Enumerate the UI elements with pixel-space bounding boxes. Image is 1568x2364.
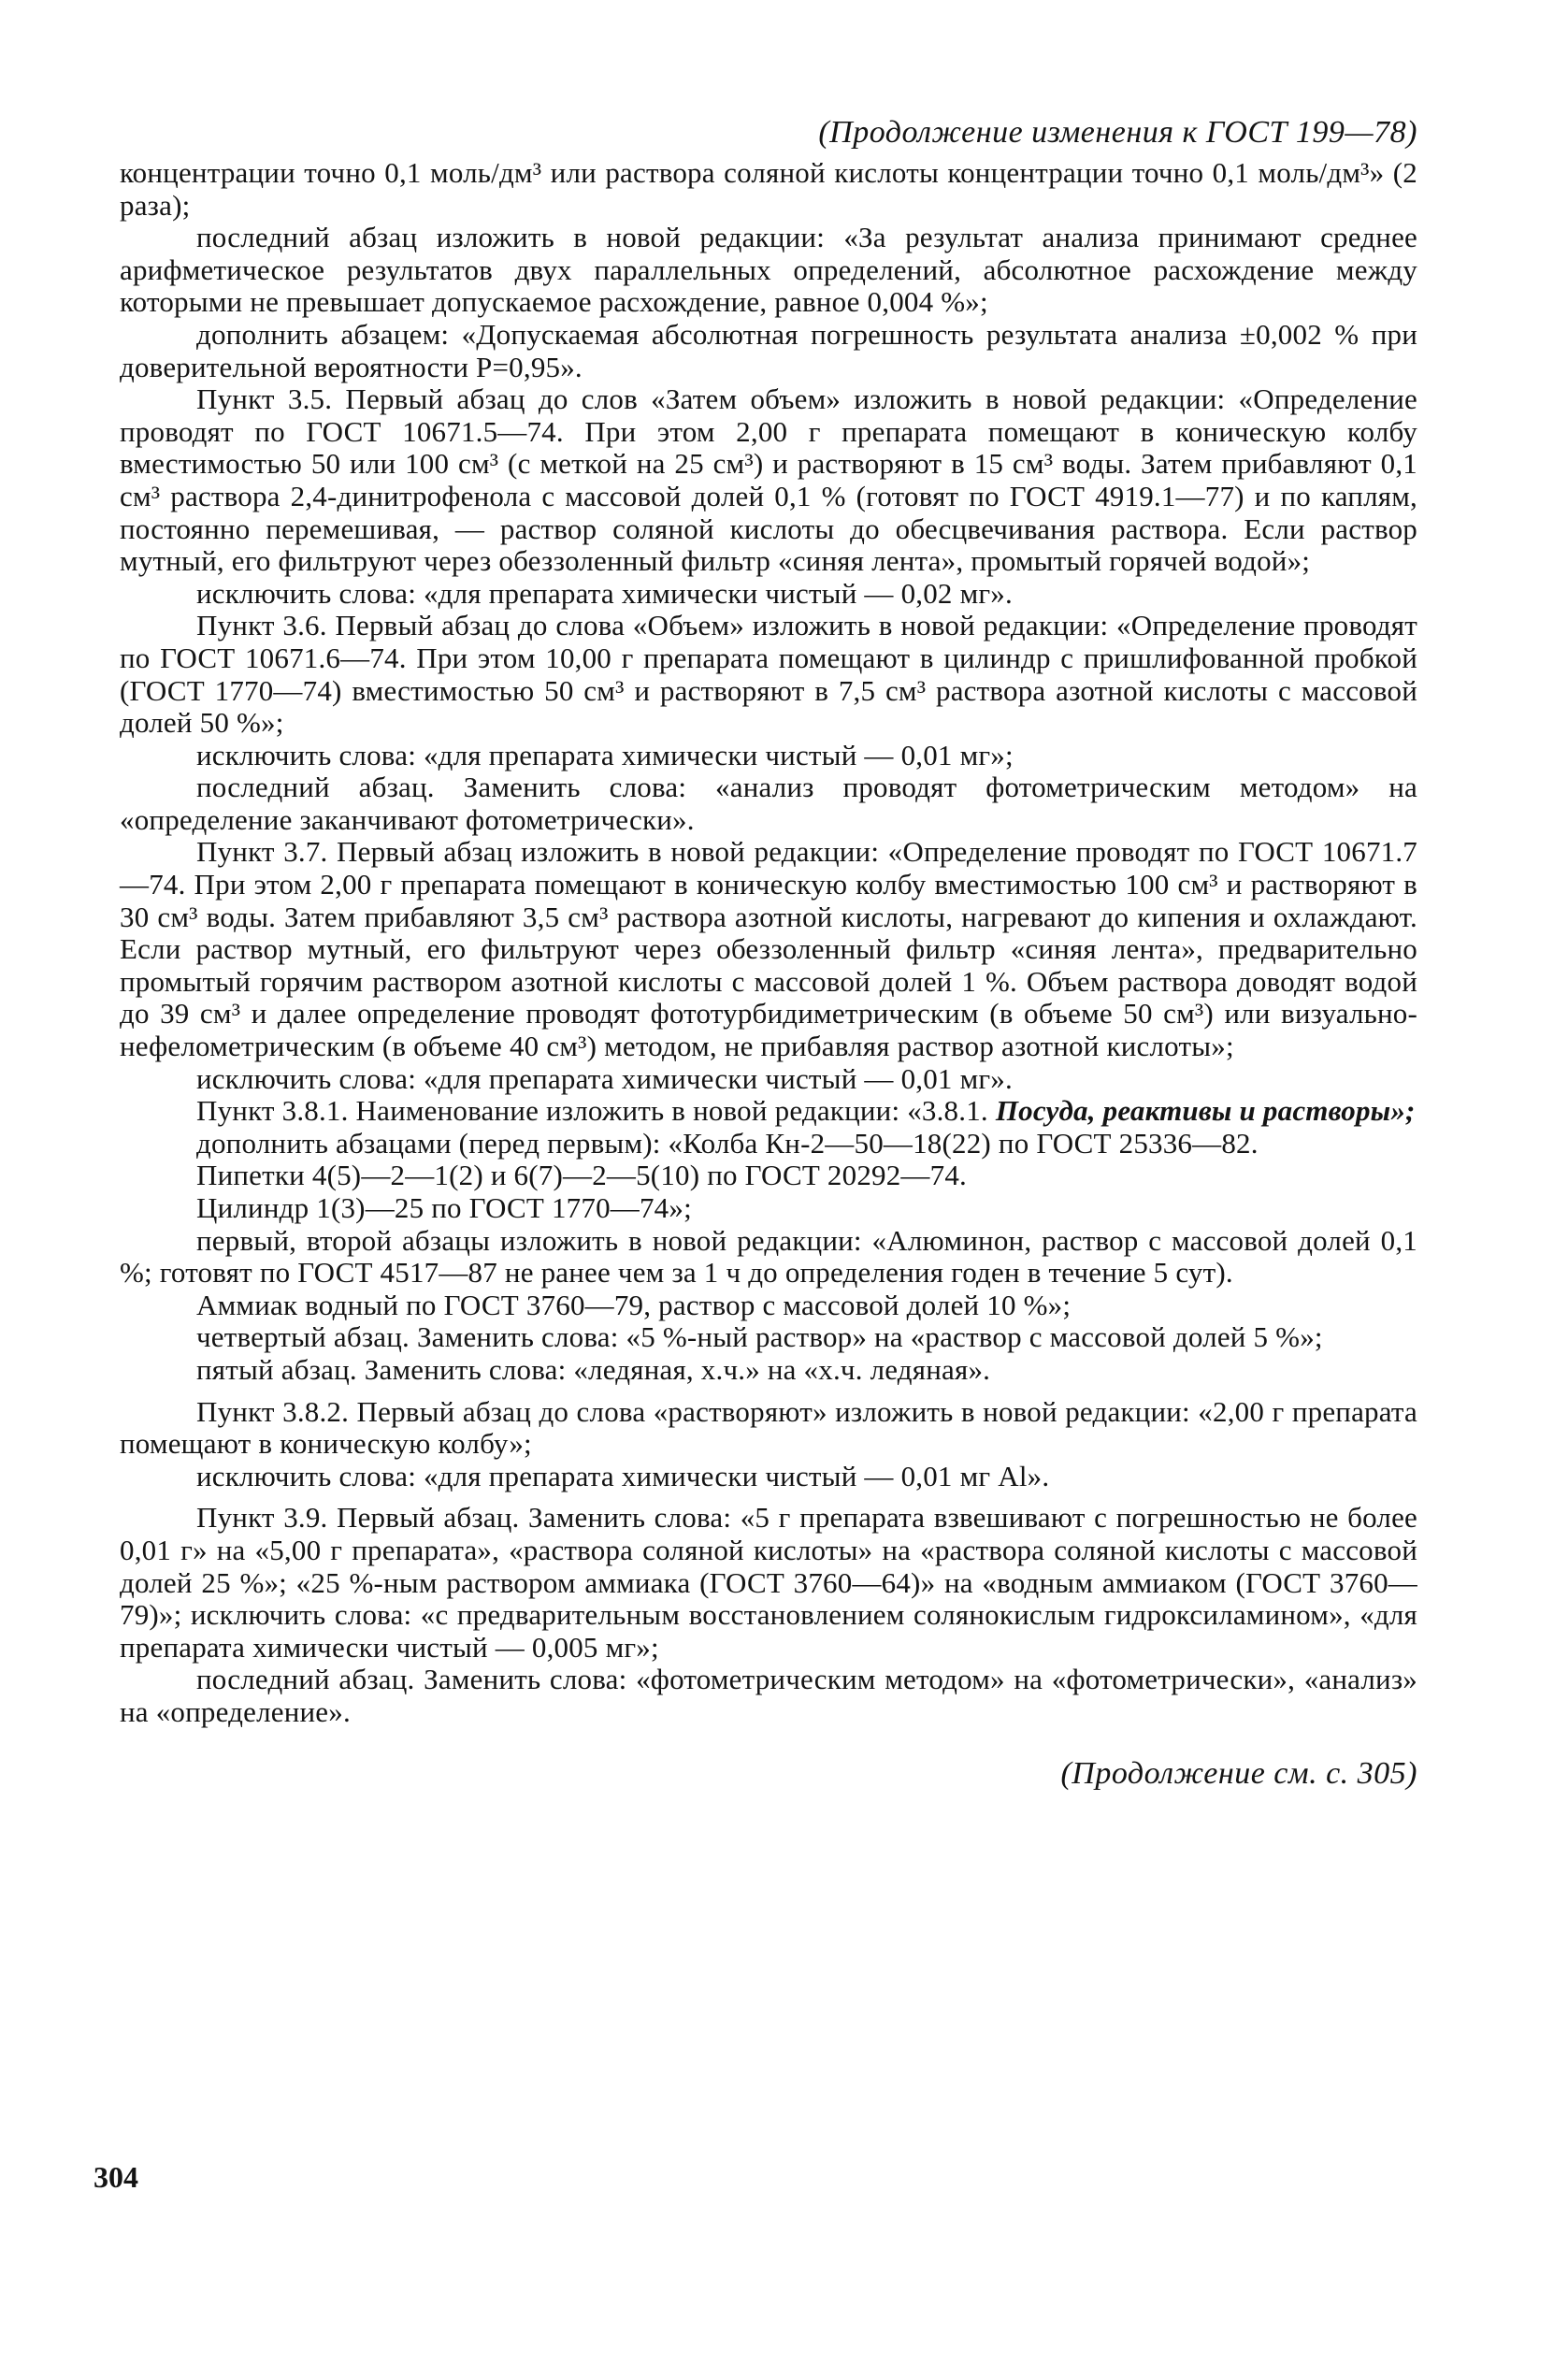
page-number: 304 [94, 2160, 138, 2194]
paragraph-text: Пункт 3.8.1. Наименование изложить в новой редакции: «3.8.1. [196, 1094, 996, 1128]
paragraph: Пункт 3.9. Первый абзац. Заменить слова: «5 г препарата взвешивают с погрешностью не более 0,01 г» на «5,00 г препарата», «раствора соляной кислоты» на «раствора соляной кислоты с массовой долей 25 %»; «25 %-ным раствором аммиака (ГОСТ 3760—64)» на «водным аммиаком (ГОСТ 3760—79)»; исключить слова: «с предварительным восстановлением солянокислым гидроксиламином», «для препарата химически чистый — 0,005 мг»; [120, 1501, 1417, 1664]
paragraph: четвертый абзац. Заменить слова: «5 %-ный раствор» на «раствор с массовой долей 5 %»; [196, 1320, 1323, 1354]
paragraph: Пункт 3.8.2. Первый абзац до слова «растворяют» изложить в новой редакции: «2,00 г препарата помещают в коническую колбу»; [120, 1394, 1417, 1461]
paragraph: Пункт 3.7. Первый абзац изложить в новой редакции: «Определение проводят по ГОСТ 10671.7—74. При этом 2,00 г препарата помещают в коническую колбу вместимостью 100 см³ и растворяют в 30 см³ воды. Затем прибавляют 3,5 см³ раствора азотной кислоты, нагревают до кипения и охлаждают. Если раствор мутный, его фильтруют через обеззоленный фильтр «синяя лента», предварительно промытый горячим раствором азотной кислоты с массовой долей 1 %. Объем раствора доводят водой до 39 см³ и далее определение проводят фототурбидиметрическим (в объеме 50 см³) или визуально-нефелометрическим (в объеме 40 см³) методом, не прибавляя раствор азотной кислоты»; [120, 835, 1417, 1063]
italic-heading: Посуда, реактивы и растворы»; [995, 1094, 1416, 1128]
paragraph: концентрации точно 0,1 моль/дм³ или раствора соляной кислоты концентрации точно 0,1 моль/дм³» (2 раза); [120, 156, 1417, 222]
document-page [120, 112, 1417, 1795]
paragraph [120, 1095, 1417, 1128]
paragraph: последний абзац. Заменить слова: «анализ проводят фотометрическим методом» на «определение заканчивают фотометрически». [120, 771, 1417, 836]
paragraph: исключить слова: «для препарата химически чистый — 0,01 мг»; [196, 738, 1014, 771]
continuation-footer: (Продолжение см. с. 305) [1060, 1755, 1417, 1791]
paragraph: Цилиндр 1(3)—25 по ГОСТ 1770—74»; [196, 1191, 692, 1224]
paragraph: Пункт 3.6. Первый абзац до слова «Объем» изложить в новой редакции: «Определение проводят по ГОСТ 10671.6—74. При этом 10,00 г препарата помещают в цилиндр с пришлифованной пробкой (ГОСТ 1770—74) вместимостью 50 см³ и растворяют в 7,5 см³ раствора азотной кислоты с массовой долей 50 %»; [120, 609, 1417, 740]
paragraph: исключить слова: «для препарата химически чистый — 0,01 мг Al». [196, 1459, 1050, 1492]
paragraph: исключить слова: «для препарата химически чистый — 0,02 мг». [196, 576, 1013, 610]
continuation-header: (Продолжение изменения к ГОСТ 199—78) [818, 115, 1417, 150]
paragraph: последний абзац. Заменить слова: «фотометрическим методом» на «фотометрически», «анализ» на «определение». [120, 1663, 1417, 1728]
document-body [120, 157, 1417, 1729]
paragraph: первый, второй абзацы изложить в новой редакции: «Алюминон, раствор с массовой долей 0,1 %; готовят по ГОСТ 4517—87 не ранее чем за 1 ч до определения годен в течение 5 сут). [120, 1223, 1417, 1290]
paragraph: дополнить абзацем: «Допускаемая абсолютная погрешность результата анализа ±0,002 % при доверительной вероятности P=0,95». [120, 317, 1417, 383]
paragraph: дополнить абзацами (перед первым): «Колба Кн-2—50—18(22) по ГОСТ 25336—82. [196, 1126, 1259, 1160]
paragraph: последний абзац изложить в новой редакции: «За результат анализа принимают среднее арифметическое результатов двух параллельных определений, абсолютное расхождение между которыми не превышает допускаемое расхождение, равное 0,004 %»; [120, 221, 1417, 319]
paragraph: Аммиак водный по ГОСТ 3760—79, раствор с массовой долей 10 %»; [196, 1288, 1072, 1321]
paragraph: Пункт 3.5. Первый абзац до слов «Затем объем» изложить в новой редакции: «Определение проводят по ГОСТ 10671.5—74. При этом 2,00 г препарата помещают в коническую колбу вместимостью 50 или 100 см³ (с меткой на 25 см³) и растворяют в 15 см³ воды. Затем прибавляют 0,1 см³ раствора 2,4-динитрофенола с массовой долей 0,1 % (готовят по ГОСТ 4919.1—77) и по каплям, постоянно перемешивая, — раствор соляной кислоты до обесцвечивания раствора. Если раствор мутный, его фильтруют через обеззоленный фильтр «синяя лента», промытый горячей водой»; [120, 382, 1417, 578]
paragraph: Пипетки 4(5)—2—1(2) и 6(7)—2—5(10) по ГОСТ 20292—74. [196, 1159, 967, 1192]
paragraph: пятый абзац. Заменить слова: «ледяная, х.ч.» на «х.ч. ледяная». [196, 1352, 991, 1386]
paragraph: исключить слова: «для препарата химически чистый — 0,01 мг». [196, 1061, 1013, 1095]
